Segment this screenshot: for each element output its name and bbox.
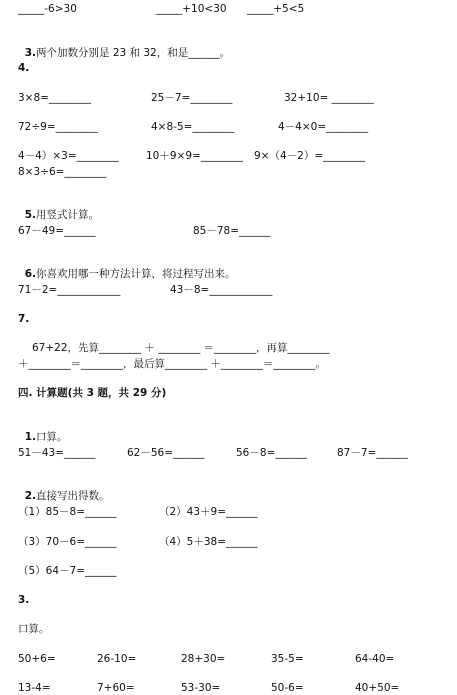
section-question-2 (18, 475, 109, 503)
s3-item: 13-4= (18, 682, 51, 694)
s1-item: 62－56=______ (127, 447, 205, 459)
top-item-2: _____+10<30 (156, 3, 227, 15)
s3-item: 64-40= (355, 653, 395, 665)
question-number: 5. (24, 209, 36, 221)
q7-line-1: 67+22，先算________ ＋ ________ ＝________，再算________ (32, 342, 330, 354)
question-number: 6. (24, 268, 36, 280)
q4-item: 4－4）×3=________ (18, 150, 119, 162)
s3-item: 28+30= (181, 653, 226, 665)
s2-item: （4）5＋38=______ (159, 536, 258, 548)
question-number: 2. (24, 490, 36, 502)
s2-item: （5）64－7=______ (18, 565, 117, 577)
section-question-3-number: 3. (18, 594, 30, 606)
s3-item: 26-10= (97, 653, 137, 665)
question-text: 用竖式计算。 (35, 209, 99, 221)
question-5 (18, 194, 99, 222)
q6-item: 43－8=____________ (170, 284, 273, 296)
q4-item: 32+10= ________ (284, 92, 374, 104)
s3-item: 50+6= (18, 653, 56, 665)
question-6 (18, 253, 235, 281)
s2-item: （3）70－6=______ (18, 536, 117, 548)
s3-item: 35-5= (271, 653, 304, 665)
q4-item: 25－7=________ (151, 92, 233, 104)
q4-item: 9×（4－2）=________ (254, 150, 366, 162)
q6-item: 71－2=____________ (18, 284, 121, 296)
question-7-number: 7. (18, 313, 30, 325)
q5-item: 85－78=______ (193, 225, 271, 237)
q4-item: 8×3÷6=________ (18, 166, 107, 178)
question-4-number: 4. (18, 62, 30, 74)
q4-item: 10＋9×9=________ (146, 150, 243, 162)
question-text: 两个加数分别是 23 和 32，和是______。 (35, 47, 231, 59)
question-text: 直接写出得数。 (35, 490, 110, 502)
s3-item: 7+60= (97, 682, 135, 694)
q5-item: 67－49=______ (18, 225, 96, 237)
q4-item: 4×8-5=________ (151, 121, 235, 133)
s1-item: 56－8=______ (236, 447, 307, 459)
question-text: 口算。 (18, 623, 50, 635)
question-number: 3. (24, 47, 36, 59)
question-3 (18, 32, 230, 60)
q4-item: 3×8=________ (18, 92, 91, 104)
top-item-3: _____+5<5 (247, 3, 305, 15)
s1-item: 51－43=______ (18, 447, 96, 459)
question-text: 你喜欢用哪一种方法计算，将过程写出来。 (35, 268, 236, 280)
s1-item: 87－7=______ (337, 447, 408, 459)
s3-item: 40+50= (355, 682, 400, 694)
s3-item: 50-6= (271, 682, 304, 694)
q4-item: 4－4×0=________ (278, 121, 369, 133)
s3-item: 53-30= (181, 682, 221, 694)
question-text: 口算。 (35, 431, 68, 443)
section-question-1 (18, 416, 67, 444)
q7-line-2: ＋________＝________，最后算________ ＋________＝________。 (18, 358, 326, 370)
s2-item: （2）43＋9=______ (159, 506, 258, 518)
question-number: 1. (24, 431, 36, 443)
section-heading: 四. 计算题(共 3 题，共 29 分) (18, 387, 167, 399)
q4-item: 72÷9=________ (18, 121, 98, 133)
top-item-1: _____-6>30 (18, 3, 77, 15)
s2-item: （1）85－8=______ (18, 506, 117, 518)
